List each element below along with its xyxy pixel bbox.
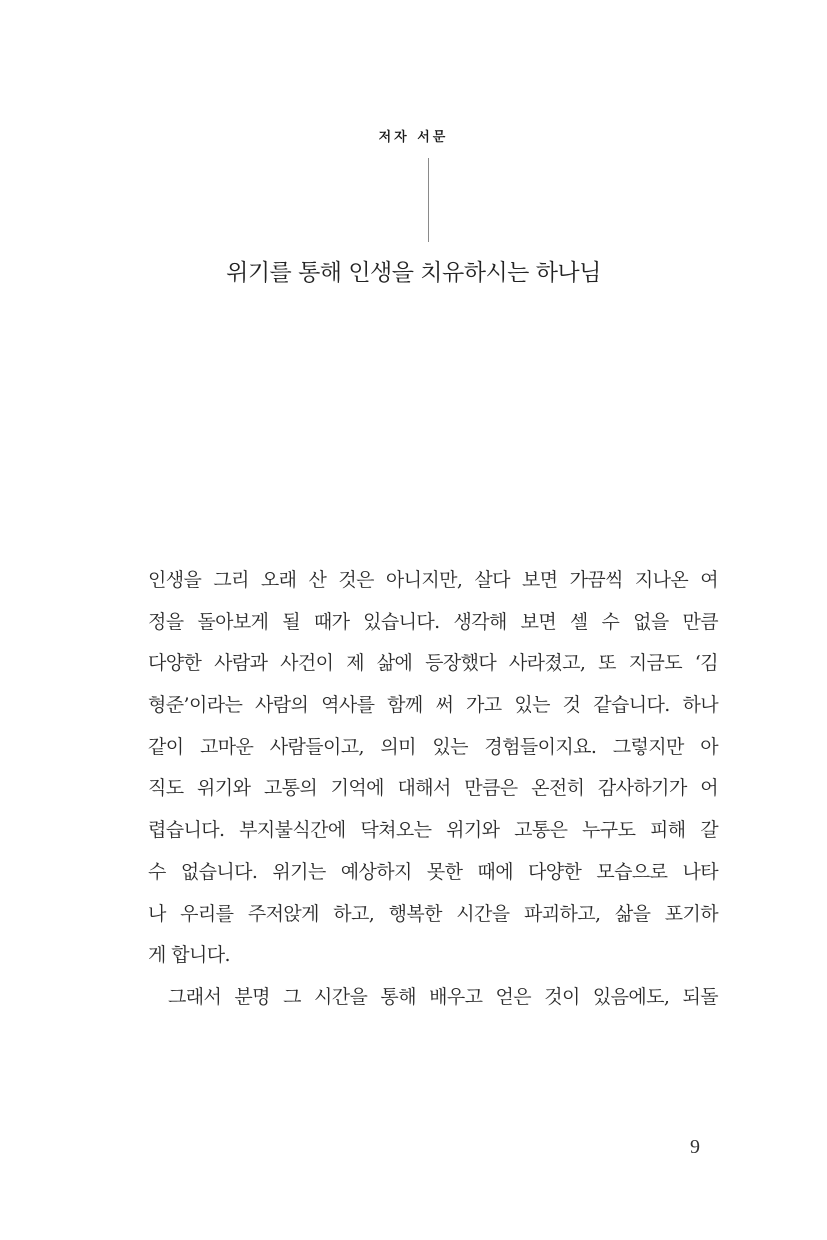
section-label: 저자 서문: [378, 130, 449, 145]
text-line: 다양한 사람과 사건이 제 삶에 등장했다 사라졌고, 또 지금도 ‘김: [148, 652, 718, 675]
vertical-divider: [428, 158, 429, 242]
text-line: 형준’이라는 사람의 역사를 함께 써 가고 있는 것 같습니다. 하나: [148, 694, 718, 717]
body-text: [148, 565, 718, 1024]
text-line: 정을 돌아보게 될 때가 있습니다. 생각해 보면 셀 수 없을 만큼: [148, 610, 718, 633]
page-number: 9: [690, 1136, 700, 1158]
text-line: 나 우리를 주저앉게 하고, 행복한 시간을 파괴하고, 삶을 포기하: [148, 902, 718, 925]
text-line: 그래서 분명 그 시간을 통해 배우고 얻은 것이 있음에도, 되돌: [168, 985, 718, 1008]
text-line: 같이 고마운 사람들이고, 의미 있는 경험들이지요. 그렇지만 아: [148, 735, 718, 758]
chapter-title: 위기를 통해 인생을 치유하시는 하나님: [226, 260, 601, 286]
text-line: 게 합니다.: [148, 944, 230, 967]
text-line: 직도 위기와 고통의 기억에 대해서 만큼은 온전히 감사하기가 어: [148, 777, 718, 800]
text-line: 수 없습니다. 위기는 예상하지 못한 때에 다양한 모습으로 나타: [148, 860, 718, 883]
text-line: 인생을 그리 오래 산 것은 아니지만, 살다 보면 가끔씩 지나온 여: [148, 569, 718, 591]
text-line: 렵습니다. 부지불식간에 닥쳐오는 위기와 고통은 누구도 피해 갈: [148, 819, 718, 842]
